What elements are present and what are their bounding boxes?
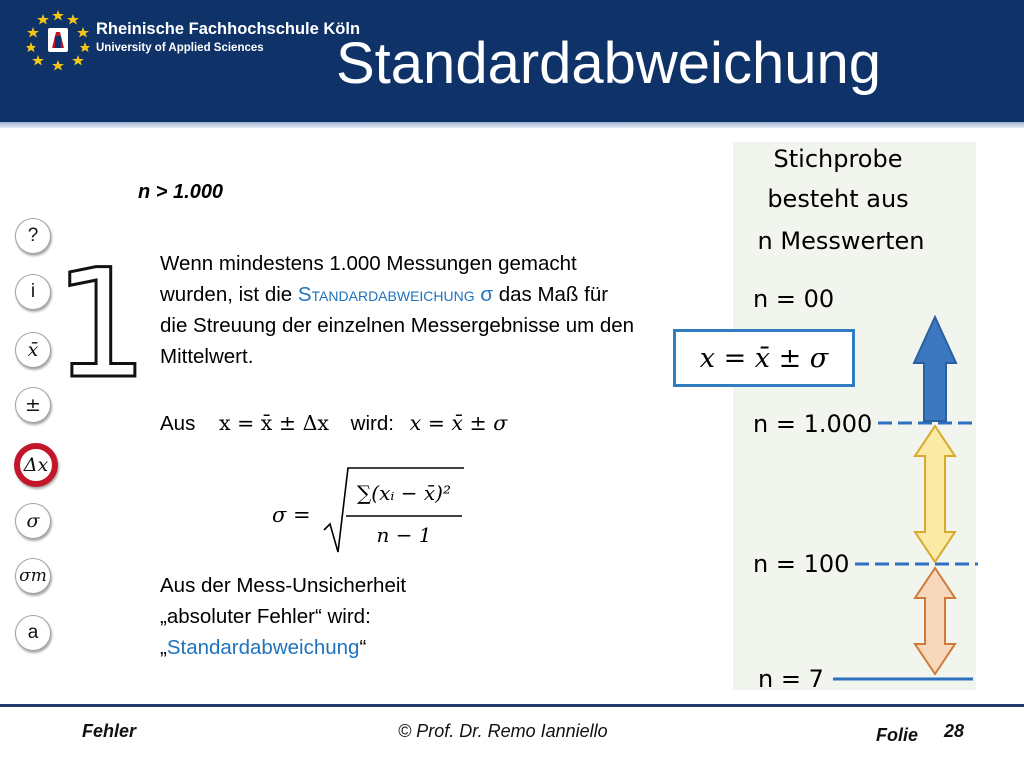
level-label-1000: n = 1.000 <box>753 410 873 438</box>
standard-deviation-term: Standardabweichung <box>297 283 475 306</box>
section-heading: n > 1.000 <box>138 181 224 203</box>
nav-button-sigma[interactable] <box>15 503 51 539</box>
arrow-double-orange <box>915 568 955 674</box>
wird-label: wird: <box>350 412 394 435</box>
a-icon: a <box>27 622 39 643</box>
header-separator <box>0 122 1024 128</box>
para-text-2: das Maß für die Streuung der einzelnen Messergebnisse um den Mittelwert. <box>160 283 635 368</box>
arrow-up-blue <box>914 317 956 421</box>
conclusion-paragraph <box>160 570 406 663</box>
standard-deviation-link[interactable]: Standardabweichung <box>166 636 360 659</box>
panel-title-line-1: Stichprobe <box>773 145 903 173</box>
panel-title-line-2: besteht aus <box>767 185 909 213</box>
std-deviation-formula <box>272 460 482 560</box>
sigma-symbol: σ <box>474 283 493 306</box>
footer-author: © Prof. Dr. Remo Ianniello <box>398 721 608 741</box>
nav-button-delta-x[interactable] <box>14 443 58 487</box>
arrow-double-yellow <box>915 426 955 562</box>
nav-button-mean[interactable] <box>15 332 51 368</box>
page-title: Standardabweichung <box>336 31 881 96</box>
question-icon: ? <box>27 225 39 246</box>
formula-numerator: ∑(xᵢ − x̄)² <box>357 481 451 505</box>
institution-name: Rheinische Fachhochschule Köln <box>96 20 361 38</box>
plus-minus-icon: ± <box>25 394 41 416</box>
conclusion-line-3 <box>160 632 406 663</box>
footer-topic: Fehler <box>82 721 137 741</box>
wird-formula: x = x̄ ± σ <box>409 411 508 435</box>
aus-label: Aus <box>160 412 196 435</box>
footer-folie-label: Folie <box>876 725 919 745</box>
formula-lhs: σ = <box>272 503 311 527</box>
level-label-infinity: n = 00 <box>753 285 835 313</box>
sigma-m-icon: σm <box>19 566 47 586</box>
conclusion-line-1: Aus der Mess-Unsicherheit <box>160 574 407 597</box>
formula-denominator: n − 1 <box>376 523 432 547</box>
info-icon: i <box>30 281 36 302</box>
eu-stars-logo <box>26 8 90 72</box>
footer-divider <box>0 704 1024 707</box>
sigma-icon: σ <box>26 510 40 532</box>
panel-title-line-3: n Messwerten <box>757 227 925 255</box>
nav-button-info[interactable] <box>15 274 51 310</box>
nav-button-plus-minus[interactable] <box>15 387 51 423</box>
nav-button-question[interactable] <box>15 218 51 254</box>
mean-icon: x̄ <box>27 339 39 361</box>
quote-close: “ <box>359 636 367 659</box>
description-paragraph <box>160 248 640 372</box>
footer-page-number: 28 <box>944 721 965 741</box>
nav-button-a[interactable] <box>15 615 51 651</box>
big-number-text: 1 <box>53 238 149 412</box>
transformation-line <box>160 411 507 436</box>
aus-formula: x = x̄ ± Δx <box>219 411 329 435</box>
para-text-1: Wenn mindestens 1.000 Messungen gemacht wurden, ist die <box>160 252 577 306</box>
institution-subtitle: University of Applied Sciences <box>96 42 264 54</box>
conclusion-line-2: „absoluter Fehler“ wird: <box>160 605 371 628</box>
level-label-100: n = 100 <box>753 550 850 578</box>
boxed-formula: x = x̄ ± σ <box>673 329 855 387</box>
sample-size-diagram <box>733 142 983 702</box>
nav-button-sigma-m[interactable] <box>15 558 51 594</box>
level-label-7: n = 7 <box>758 665 824 693</box>
quote-open: „ <box>160 636 167 659</box>
delta-x-icon: Δx <box>23 454 49 476</box>
big-number-one <box>53 238 149 412</box>
